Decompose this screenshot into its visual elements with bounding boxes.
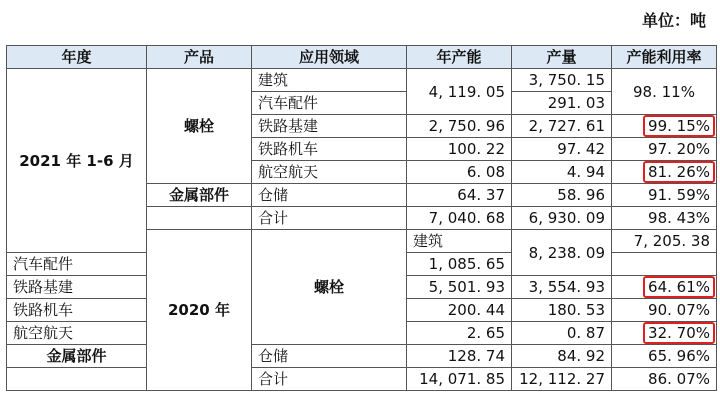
capacity-cell: 7, 040. 68 (407, 207, 512, 230)
output-cell: 2, 727. 61 (512, 115, 612, 138)
capacity-cell: 2, 750. 96 (407, 115, 512, 138)
output-cell: 180. 53 (512, 299, 612, 322)
blank-cell (7, 368, 147, 391)
output-cell: 4. 94 (512, 161, 612, 184)
utilization-cell: 98. 11% (612, 69, 717, 115)
field-cell: 铁路基建 (252, 115, 407, 138)
utilization-cell (612, 115, 717, 138)
utilization-cell: 97. 20% (612, 138, 717, 161)
output-cell: 7, 205. 38 (612, 230, 717, 253)
output-cell: 3, 554. 93 (512, 276, 612, 299)
highlight-box: 81. 26% (643, 161, 715, 183)
total-label: 合计 (252, 207, 407, 230)
unit-label: 单位：吨 (641, 11, 706, 30)
capacity-cell: 5, 501. 93 (407, 276, 512, 299)
product-cell: 螺栓 (147, 69, 252, 184)
capacity-cell: 64. 37 (407, 184, 512, 207)
output-cell: 3, 750. 15 (512, 69, 612, 92)
header-field: 应用领域 (252, 46, 407, 69)
utilization-cell: 86. 07% (612, 368, 717, 391)
utilization-cell: 65. 96% (612, 345, 717, 368)
field-cell: 铁路基建 (7, 276, 147, 299)
output-cell: 6, 930. 09 (512, 207, 612, 230)
table-header-row (7, 46, 717, 69)
header-capacity: 年产能 (407, 46, 512, 69)
capacity-table (6, 45, 717, 391)
product-cell: 金属部件 (7, 345, 147, 368)
field-cell: 航空航天 (7, 322, 147, 345)
field-cell: 铁路机车 (252, 138, 407, 161)
total-label: 合计 (252, 368, 407, 391)
field-cell: 建筑 (252, 69, 407, 92)
field-cell: 汽车配件 (7, 253, 147, 276)
field-cell: 仓储 (252, 345, 407, 368)
field-cell: 铁路机车 (7, 299, 147, 322)
header-output: 产量 (512, 46, 612, 69)
capacity-cell: 8, 238. 09 (512, 230, 612, 276)
utilization-cell: 90. 07% (612, 299, 717, 322)
table-row (7, 69, 717, 92)
utilization-cell (612, 161, 717, 184)
header-year: 年度 (7, 46, 147, 69)
year-cell: 2020 年 (147, 230, 252, 391)
utilization-cell (612, 276, 717, 299)
product-cell: 螺栓 (252, 230, 407, 345)
blank-cell (147, 207, 252, 230)
output-cell: 12, 112. 27 (512, 368, 612, 391)
output-cell: 1, 085. 65 (407, 253, 512, 276)
field-cell: 建筑 (407, 230, 512, 253)
header-product: 产品 (147, 46, 252, 69)
field-cell: 汽车配件 (252, 92, 407, 115)
highlight-box: 99. 15% (643, 115, 715, 137)
utilization-cell: 91. 59% (612, 184, 717, 207)
field-cell: 航空航天 (252, 161, 407, 184)
capacity-cell: 14, 071. 85 (407, 368, 512, 391)
utilization-cell: 98. 43% (612, 207, 717, 230)
capacity-cell: 100. 22 (407, 138, 512, 161)
highlight-box: 32. 70% (643, 322, 715, 344)
output-cell: 84. 92 (512, 345, 612, 368)
header-utilization: 产能利用率 (612, 46, 717, 69)
table-row (7, 345, 717, 368)
product-cell: 金属部件 (147, 184, 252, 207)
year-cell: 2021 年 1-6 月 (7, 69, 147, 253)
capacity-cell: 4, 119. 05 (407, 69, 512, 115)
capacity-cell: 128. 74 (407, 345, 512, 368)
highlight-box: 64. 61% (643, 276, 715, 298)
output-cell: 58. 96 (512, 184, 612, 207)
utilization-cell (612, 322, 717, 345)
total-row (7, 368, 717, 391)
capacity-cell: 200. 44 (407, 299, 512, 322)
capacity-cell: 2. 65 (407, 322, 512, 345)
capacity-cell: 6. 08 (407, 161, 512, 184)
field-cell: 仓储 (252, 184, 407, 207)
output-cell: 0. 87 (512, 322, 612, 345)
output-cell: 97. 42 (512, 138, 612, 161)
output-cell: 291. 03 (512, 92, 612, 115)
